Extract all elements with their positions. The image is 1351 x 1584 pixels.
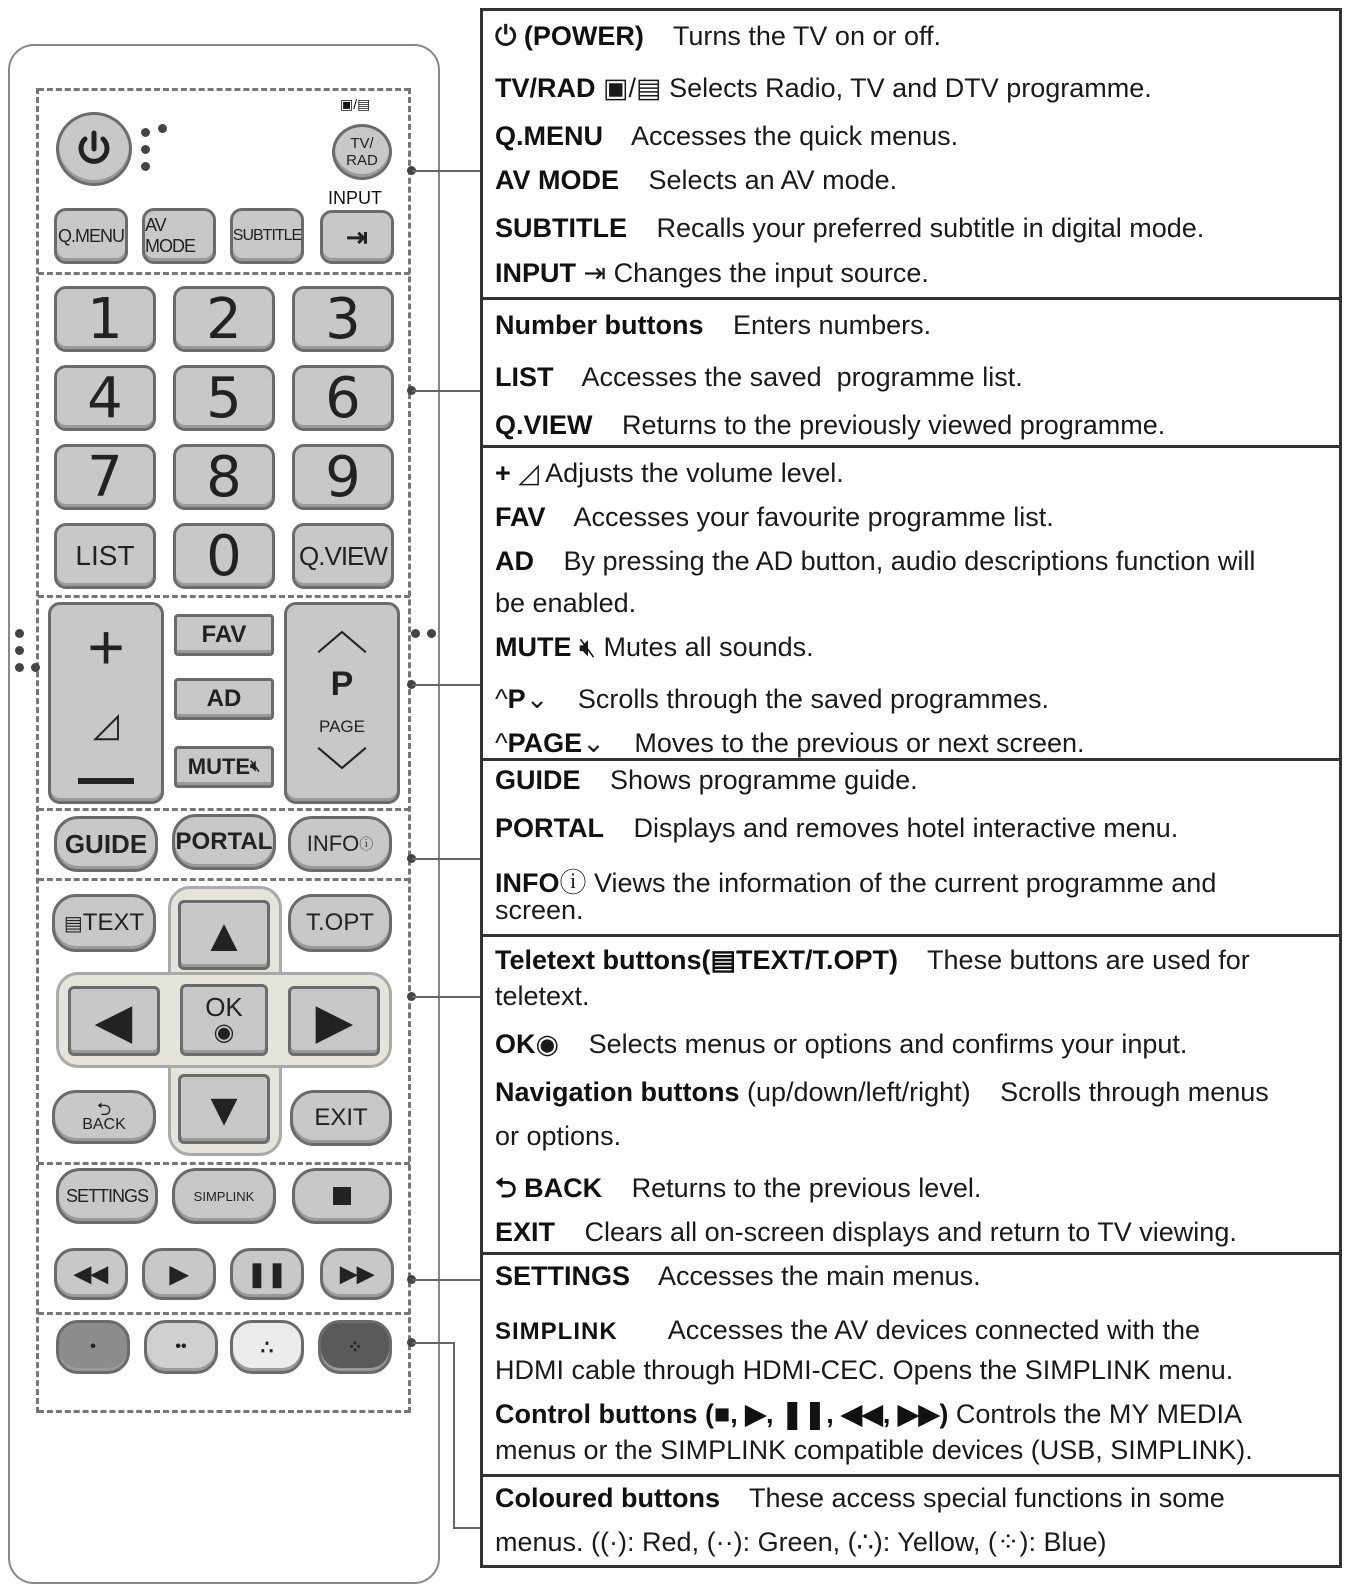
qview-key: Q.VIEW xyxy=(495,410,593,440)
fav-key: FAV xyxy=(495,502,546,532)
chevron-down-icon: ﹀ xyxy=(315,744,368,803)
right-button[interactable] xyxy=(288,986,380,1056)
p-label: P xyxy=(330,664,354,703)
green-dot-icon: (··) xyxy=(706,1527,743,1557)
page-text: Moves to the previous or next screen. xyxy=(634,728,1085,758)
up-button[interactable] xyxy=(178,900,270,970)
minus-icon xyxy=(78,778,134,784)
blue-button[interactable] xyxy=(318,1320,392,1374)
programme-rocker[interactable] xyxy=(284,602,400,804)
ok-text: Selects menus or options and confirms your input. xyxy=(588,1029,1188,1059)
yellow-dot-icon: (∴) xyxy=(847,1527,883,1557)
info-text: Views the information of the current programme and xyxy=(594,868,1217,898)
settings-text: Accesses the main menus. xyxy=(658,1261,981,1291)
three-dots-icon: ∴ xyxy=(260,1336,274,1359)
tvrad-label-2: RAD xyxy=(346,152,378,169)
one-dot-icon: • xyxy=(90,1338,96,1355)
plus-icon: + xyxy=(87,610,125,683)
subtitle-key: SUBTITLE xyxy=(495,213,627,243)
nav-text: Scrolls through menus xyxy=(1000,1077,1269,1107)
chevron-up-icon: ^ xyxy=(495,728,508,758)
mute-icon: 🔇︎ xyxy=(579,632,597,662)
guide-button[interactable]: GUIDE xyxy=(54,816,158,872)
pause-icon: ❚❚ xyxy=(246,1260,288,1288)
control-key: Control buttons xyxy=(495,1399,698,1429)
info-label: INFO xyxy=(306,831,360,856)
info-text-2: screen. xyxy=(495,895,584,925)
number-key: Number buttons xyxy=(495,310,704,340)
ok-icon: ◉ xyxy=(213,1019,235,1046)
nav-text-2: or options. xyxy=(495,1121,622,1151)
tv-radio-icon: ▣/▤ xyxy=(340,96,371,112)
section-coloured xyxy=(483,1477,1339,1565)
control-text-2: menus or the SIMPLINK compatible devices (USB, SIMPLINK). xyxy=(495,1435,1253,1465)
teletext-text: These buttons are used for xyxy=(927,945,1250,975)
coloured-text-2: menus. ( xyxy=(495,1527,601,1557)
chevron-down-icon: ⌄ xyxy=(525,684,549,714)
blue-text: : Blue) xyxy=(1028,1527,1107,1557)
back-arrow-icon: ⮌ xyxy=(495,1173,525,1203)
num-7-button[interactable]: 7 xyxy=(54,444,156,510)
control-icons: (■, ▶, ❚❚, ◀◀, ▶▶) xyxy=(704,1399,949,1429)
teletext-icon: (▤ xyxy=(701,945,737,975)
stop-button[interactable] xyxy=(292,1168,392,1224)
exit-button[interactable]: EXIT xyxy=(290,1090,392,1146)
text-label: TEXT xyxy=(82,909,145,936)
simplink-text: Accesses the AV devices connected with the xyxy=(667,1315,1200,1345)
control-text: Controls the MY MEDIA xyxy=(955,1399,1242,1429)
back-key: BACK xyxy=(524,1173,603,1203)
tvrad-button[interactable] xyxy=(332,124,392,180)
avmode-key: AV MODE xyxy=(495,165,620,195)
simplink-button[interactable]: SIMPLINK xyxy=(172,1168,276,1224)
left-button[interactable] xyxy=(68,986,160,1056)
num-9-button[interactable]: 9 xyxy=(292,444,394,510)
mute-text: Mutes all sounds. xyxy=(603,632,814,662)
qmenu-key: Q.MENU xyxy=(495,121,603,151)
avmode-text: Selects an AV mode. xyxy=(648,165,898,195)
power-icon xyxy=(74,129,114,169)
input-label: INPUT xyxy=(328,188,382,208)
guide-key: GUIDE xyxy=(495,765,581,795)
play-button[interactable] xyxy=(142,1248,216,1300)
subtitle-text: Recalls your preferred subtitle in digital mode. xyxy=(656,213,1205,243)
section-numbers xyxy=(483,300,1339,448)
red-dot-icon: (·) xyxy=(600,1527,628,1557)
back-arrow-icon: ⮌ xyxy=(96,1099,112,1119)
triangle-down-icon: ▼ xyxy=(201,1083,247,1135)
qmenu-text: Accesses the quick menus. xyxy=(631,121,959,151)
ok-label: OK xyxy=(205,992,243,1022)
fav-button[interactable]: FAV xyxy=(174,614,274,656)
volume-icon: ◿ xyxy=(518,458,540,488)
blue-dot-icon: (⁘) xyxy=(987,1527,1029,1557)
text-button[interactable] xyxy=(52,894,156,952)
pause-button[interactable] xyxy=(230,1248,304,1300)
input-icon: ⇥ xyxy=(583,258,607,288)
p-key: P xyxy=(507,684,526,714)
tvrad-key: TV/RAD xyxy=(495,73,596,103)
mute-key: MUTE xyxy=(495,632,572,662)
chevron-up-icon: ^ xyxy=(495,684,508,714)
section-power-input xyxy=(483,11,1339,300)
teletext-key: Teletext buttons xyxy=(495,945,702,975)
ad-text-2: be enabled. xyxy=(495,588,637,618)
triangle-up-icon: ▲ xyxy=(201,909,247,961)
ad-button[interactable]: AD xyxy=(174,678,274,720)
section-volume-programme xyxy=(483,448,1339,761)
rewind-button[interactable] xyxy=(54,1248,128,1300)
num-0-button[interactable]: 0 xyxy=(173,523,275,589)
exit-text: Clears all on-screen displays and return to TV viewing. xyxy=(584,1217,1237,1247)
settings-key: SETTINGS xyxy=(495,1261,631,1291)
list-button[interactable]: LIST xyxy=(54,523,156,589)
p-text: Scrolls through the saved programmes. xyxy=(577,684,1050,714)
num-8-button[interactable]: 8 xyxy=(173,444,275,510)
chevron-up-icon: ︿ xyxy=(315,603,368,662)
back-button[interactable] xyxy=(52,1090,156,1144)
avmode-button[interactable]: AV MODE xyxy=(142,208,216,264)
back-label: BACK xyxy=(82,1116,126,1133)
number-text: Enters numbers. xyxy=(733,310,932,340)
section-settings-control xyxy=(483,1255,1339,1477)
teletext-text-2: teletext. xyxy=(495,981,590,1011)
mute-icon: 🔇︎ xyxy=(250,758,261,775)
green-text: : Green, xyxy=(742,1527,841,1557)
stop-icon xyxy=(333,1187,351,1205)
section-teletext-navigation xyxy=(483,937,1339,1255)
exit-key: EXIT xyxy=(495,1217,556,1247)
fast-forward-button[interactable] xyxy=(320,1248,394,1300)
tvrad-label-1: TV/ xyxy=(350,135,374,152)
section-guide-info xyxy=(483,761,1339,937)
ok-icon: ◉ xyxy=(535,1029,560,1059)
yellow-button[interactable] xyxy=(230,1320,304,1374)
topt-button[interactable]: T.OPT xyxy=(288,894,392,952)
power-button[interactable] xyxy=(56,112,132,186)
fast-forward-icon: ▶▶ xyxy=(340,1261,374,1286)
power-icon: ⏻ xyxy=(495,21,524,51)
simplink-logo: SIMPLINK xyxy=(495,1318,618,1345)
power-text: Turns the TV on or off. xyxy=(672,21,942,51)
red-button[interactable] xyxy=(56,1320,130,1374)
ad-text: By pressing the AD button, audio descriptions function will xyxy=(563,546,1256,576)
num-5-button[interactable]: 5 xyxy=(173,365,275,431)
ad-key: AD xyxy=(495,546,534,576)
red-text: : Red, xyxy=(627,1527,700,1557)
description-panel xyxy=(480,8,1342,1568)
ok-key: OK xyxy=(495,1029,536,1059)
teletext-key-2: TEXT/T.OPT) xyxy=(736,945,899,975)
volume-key: + xyxy=(495,458,511,488)
page-key: PAGE xyxy=(507,728,583,758)
mute-label: MUTE xyxy=(187,754,251,779)
list-text: Accesses the saved programme list. xyxy=(581,362,1023,392)
play-icon: ▶ xyxy=(169,1260,189,1288)
ok-button[interactable] xyxy=(180,984,268,1056)
power-key: (POWER) xyxy=(523,21,644,51)
tvrad-text: Selects Radio, TV and DTV programme. xyxy=(669,73,1152,103)
portal-text: Displays and removes hotel interactive menu. xyxy=(633,813,1179,843)
nav-paren: (up/down/left/right) xyxy=(747,1077,971,1107)
mute-button[interactable] xyxy=(174,746,274,788)
triangle-left-icon: ◀ xyxy=(96,995,132,1047)
triangle-right-icon: ▶ xyxy=(316,995,352,1047)
info-key: INFO xyxy=(495,868,560,898)
num-6-button[interactable]: 6 xyxy=(292,365,394,431)
two-dots-icon: •• xyxy=(175,1338,187,1355)
num-3-button[interactable]: 3 xyxy=(292,286,394,352)
subtitle-button[interactable]: SUBTITLE xyxy=(230,208,304,264)
num-2-button[interactable]: 2 xyxy=(173,286,275,352)
guide-text: Shows programme guide. xyxy=(610,765,918,795)
settings-button[interactable]: SETTINGS xyxy=(56,1168,158,1224)
input-icon: ⇥ xyxy=(346,221,368,252)
list-key: LIST xyxy=(495,362,554,392)
coloured-text: These access special functions in some xyxy=(748,1483,1225,1513)
volume-text: Adjusts the volume level. xyxy=(545,458,844,488)
rewind-icon: ◀◀ xyxy=(74,1261,108,1286)
portal-button[interactable]: PORTAL xyxy=(172,814,276,870)
num-1-button[interactable]: 1 xyxy=(54,286,156,352)
qview-button[interactable]: Q.VIEW xyxy=(292,523,394,589)
num-4-button[interactable]: 4 xyxy=(54,365,156,431)
info-button[interactable] xyxy=(288,816,392,872)
qmenu-button[interactable]: Q.MENU xyxy=(54,208,128,264)
simplink-text-2: HDMI cable through HDMI-CEC. Opens the SIMPLINK menu. xyxy=(495,1355,1234,1385)
tv-radio-icon: ▣/▤ xyxy=(603,73,662,103)
green-button[interactable] xyxy=(144,1320,218,1374)
volume-icon: ◿ xyxy=(92,705,120,744)
teletext-icon: ▤ xyxy=(63,912,83,935)
remote-control xyxy=(0,0,480,1575)
info-icon: ⓘ xyxy=(359,836,374,852)
page-label: PAGE xyxy=(319,717,365,737)
info-icon: ⓘ xyxy=(559,868,587,898)
volume-rocker[interactable] xyxy=(48,602,164,804)
four-dots-icon: ⁘ xyxy=(347,1336,363,1357)
input-text: Changes the input source. xyxy=(613,258,929,288)
nav-key: Navigation buttons xyxy=(495,1077,740,1107)
input-key: INPUT xyxy=(495,258,576,288)
down-button[interactable] xyxy=(178,1074,270,1144)
qview-text: Returns to the previously viewed programme. xyxy=(622,410,1166,440)
input-button[interactable] xyxy=(320,210,394,264)
coloured-key: Coloured buttons xyxy=(495,1483,720,1513)
chevron-down-icon: ⌄ xyxy=(582,728,605,758)
yellow-text: : Yellow, xyxy=(882,1527,981,1557)
portal-key: PORTAL xyxy=(495,813,604,843)
back-text: Returns to the previous level. xyxy=(631,1173,982,1203)
fav-text: Accesses your favourite programme list. xyxy=(573,502,1054,532)
